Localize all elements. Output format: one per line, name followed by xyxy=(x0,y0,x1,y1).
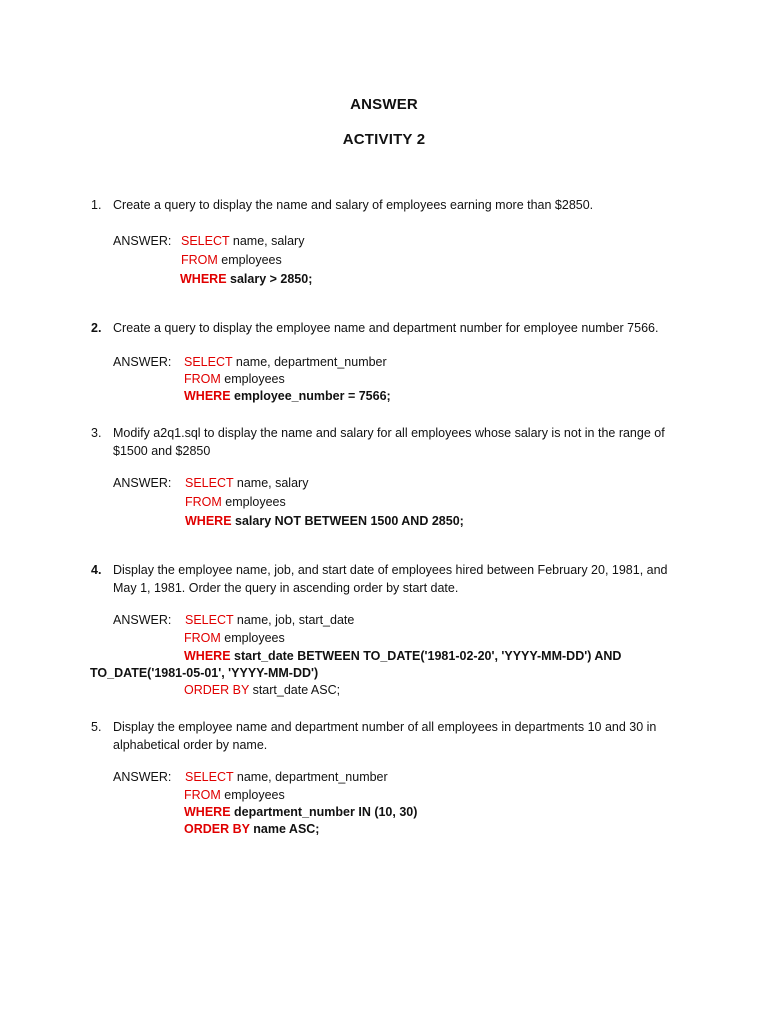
code-line xyxy=(181,234,304,248)
sql-keyword: SELECT xyxy=(185,613,234,627)
code-line xyxy=(181,253,282,267)
sql-text: employees xyxy=(225,495,286,509)
question-text: Create a query to display the name and salary of employees earning more than $2850. xyxy=(113,198,594,212)
question-text: Modify a2q1.sql to display the name and salary for all employees whose salary is not in the range of $1500 and $2850 xyxy=(113,426,665,458)
sql-text: employees xyxy=(221,253,282,267)
question-number: 1. xyxy=(91,198,102,212)
code-line xyxy=(185,514,464,528)
page-title: ANSWER xyxy=(350,96,418,113)
sql-keyword: WHERE xyxy=(185,514,232,528)
sql-text: name, salary xyxy=(236,476,309,490)
answer-label: ANSWER: xyxy=(113,355,172,369)
code-line xyxy=(180,272,312,286)
sql-keyword: WHERE xyxy=(184,805,231,819)
page-subtitle: ACTIVITY 2 xyxy=(342,131,426,148)
sql-text: name, department_number xyxy=(235,355,387,369)
sql-keyword: WHERE xyxy=(184,649,231,663)
sql-keyword: ORDER BY xyxy=(184,683,250,697)
sql-keyword: ORDER BY xyxy=(184,822,250,836)
sql-text: name, department_number xyxy=(236,770,388,784)
sql-keyword: WHERE xyxy=(180,272,227,286)
question-2 xyxy=(91,319,691,339)
code-line xyxy=(184,389,391,403)
sql-keyword: WHERE xyxy=(184,389,231,403)
answer-label: ANSWER: xyxy=(113,476,172,490)
sql-keyword: SELECT xyxy=(181,234,230,248)
sql-keyword: FROM xyxy=(184,788,221,802)
code-line xyxy=(185,476,308,490)
question-3 xyxy=(91,424,691,462)
sql-text: TO_DATE('1981-05-01', 'YYYY-MM-DD') xyxy=(90,666,319,680)
sql-keyword: FROM xyxy=(184,372,221,386)
question-number: 2. xyxy=(91,321,102,335)
code-line xyxy=(184,355,387,369)
sql-keyword: FROM xyxy=(181,253,218,267)
sql-text: salary > 2850; xyxy=(230,272,313,286)
sql-keyword: SELECT xyxy=(185,770,234,784)
sql-keyword: FROM xyxy=(184,631,221,645)
code-line xyxy=(185,770,388,784)
question-number: 5. xyxy=(91,720,102,734)
answer-label: ANSWER: xyxy=(113,234,172,248)
question-text: Display the employee name and department number of all employees in departments 10 and 30 in alphabetical order by name. xyxy=(113,720,657,752)
sql-text: employee_number = 7566; xyxy=(234,389,391,403)
code-line xyxy=(185,495,286,509)
sql-text: employees xyxy=(224,372,285,386)
code-line xyxy=(184,631,285,645)
answer-label: ANSWER: xyxy=(113,770,172,784)
code-line xyxy=(184,822,319,836)
sql-keyword: SELECT xyxy=(184,355,233,369)
code-line xyxy=(184,805,417,819)
sql-text: department_number IN (10, 30) xyxy=(234,805,418,819)
question-number: 3. xyxy=(91,426,102,440)
code-line-continued xyxy=(90,666,318,680)
code-line xyxy=(185,613,354,627)
sql-text: salary NOT BETWEEN 1500 AND 2850; xyxy=(235,514,464,528)
code-line xyxy=(184,649,621,663)
sql-text: name ASC; xyxy=(253,822,320,836)
code-line xyxy=(184,788,285,802)
code-line xyxy=(184,372,285,386)
question-text: Display the employee name, job, and start date of employees hired between February 20, 1981, and May 1, 1981. Order the query in ascending order by start date. xyxy=(113,563,668,595)
sql-text: name, job, start_date xyxy=(236,613,355,627)
question-4 xyxy=(91,561,691,599)
sql-text: employees xyxy=(224,631,285,645)
sql-text: start_date BETWEEN TO_DATE('1981-02-20', 'YYYY-MM-DD') AND xyxy=(234,649,622,663)
question-5 xyxy=(91,718,691,756)
question-1 xyxy=(91,196,691,216)
sql-text: start_date ASC; xyxy=(252,683,341,697)
answer-label: ANSWER: xyxy=(113,613,172,627)
sql-keyword: FROM xyxy=(185,495,222,509)
sql-text: name, salary xyxy=(232,234,305,248)
sql-keyword: SELECT xyxy=(185,476,234,490)
code-line xyxy=(184,683,340,697)
sql-text: employees xyxy=(224,788,285,802)
question-text: Create a query to display the employee name and department number for employee number 7566. xyxy=(113,321,659,335)
question-number: 4. xyxy=(91,563,102,577)
